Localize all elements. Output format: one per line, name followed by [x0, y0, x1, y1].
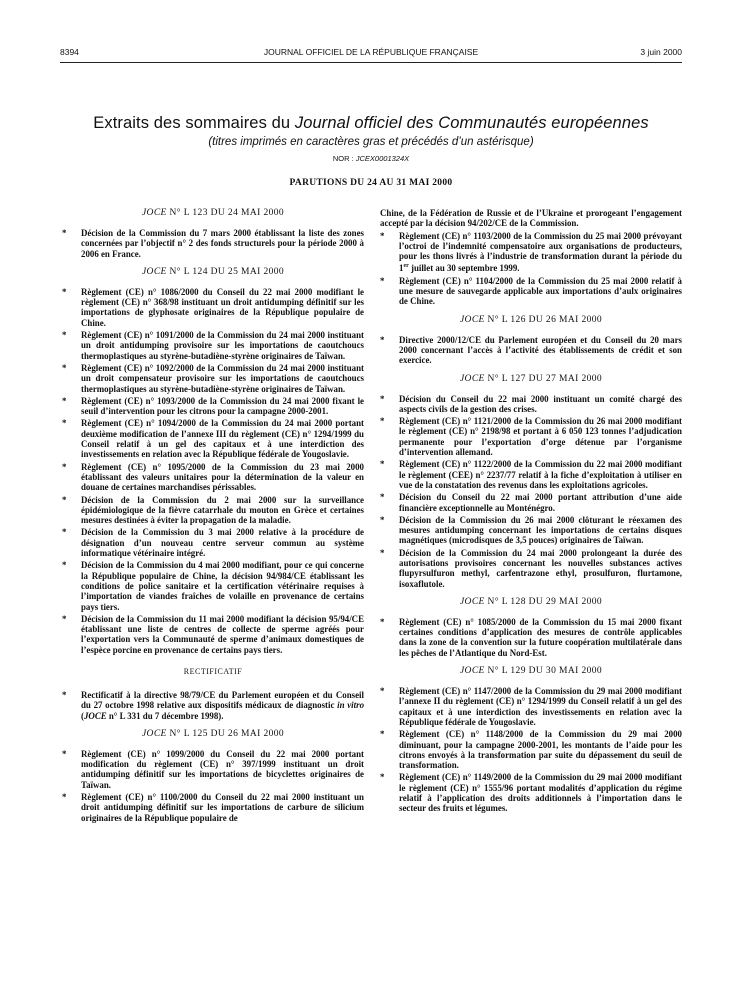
summary-item: * Règlement (CE) n° 1147/2000 de la Commission du 29 mai 2000 modifiant l’annexe II du règlement (CE) n° 1294/1999 du Conseil relatif à un gel des capitaux et à une interdiction des investissements en relation avec la République fédérale de Yougoslavie. — [380, 686, 682, 727]
joce-number: N° L 129 DU 30 MAI 2000 — [484, 666, 603, 677]
nor-reference — [60, 154, 682, 163]
summary-item: * Règlement (CE) n° 1091/2000 de la Commission du 24 mai 2000 instituant un droit antidumping provisoire sur les importations de caoutchoucs thermoplastiques au styrène-butadiène-styrène originaires de Taïwan. — [62, 330, 364, 361]
summary-item: * Règlement (CE) n° 1086/2000 du Conseil du 22 mai 2000 modifiant le règlement (CE) n° 368/98 instituant un droit antidumping définitif sur les importations de glyphosate originaires de la République populaire de Chine. — [62, 287, 364, 328]
rectificatif-heading: RECTIFICATIF — [183, 666, 243, 676]
summary-item: * Décision de la Commission du 3 mai 2000 relative à la procédure de désignation d’un nouveau centre serveur commun au système informatique vétérinaire intégré. — [62, 527, 364, 558]
page-title — [60, 114, 682, 133]
joce-number: N° L 125 DU 26 MAI 2000 — [166, 728, 285, 739]
summary-item: * Décision de la Commission du 4 mai 2000 modifiant, pour ce qui concerne la République populaire de Chine, la décision 94/984/CE établissant les conditions de police sanitaire et la certification vétérinaire requises à l’importation de viandes fraîches de volaille en provenance de certains pays tiers. — [62, 560, 364, 611]
joce-number: N° L 124 DU 25 MAI 2000 — [166, 266, 285, 277]
summary-item: * Décision de la Commission du 24 mai 2000 prolongeant la durée des autorisations provisoires concernant les nouvelles substances actives flupyrsulfuron methyl, carfentrazone ethyl, prosulfuron, flurtamone, isoxaflutole. — [380, 548, 682, 589]
summary-item: * Décision de la Commission du 2 mai 2000 sur la surveillance épidémiologique de la fièvre catarrhale du mouton en Grèce et certaines mesures destinées à éviter la propagation de la maladie. — [62, 495, 364, 526]
joce-heading — [380, 315, 682, 325]
summary-item: * Règlement (CE) n° 1094/2000 de la Commission du 24 mai 2000 portant deuxième modification de l’annexe III du règlement (CE) n° 1294/1999 du Conseil relatif à un gel des capitaux et à une interdiction des investissements en relation avec la République fédérale de Yougoslavie. — [62, 418, 364, 459]
left-column — [62, 208, 364, 825]
item-text-italic: JOCE — [83, 710, 107, 721]
summary-item: * Règlement (CE) n° 1149/2000 de la Commission du 29 mai 2000 modifiant le règlement (CE) n° 1555/96 portant modalités d’application du régime relatif à l’application des droits additionnels à l’importation dans le secteur des fruits et légumes. — [380, 772, 682, 813]
title-part-2: Journal officiel des Communautés européennes — [294, 114, 649, 132]
joce-heading — [62, 267, 364, 277]
summary-item: * Directive 2000/12/CE du Parlement européen et du Conseil du 20 mars 2000 concernant l’accès à l’activité des établissements de crédit et son exercice. — [380, 335, 682, 366]
header-rule — [60, 62, 682, 63]
nor-label: NOR : — [332, 154, 356, 163]
item-text: Rectificatif à la directive 98/79/CE du Parlement européen et du Conseil du 27 octobre 1998 relative aux dispositifs médicaux de diagnostic — [81, 689, 364, 711]
joce-label: JOCE — [459, 314, 485, 325]
summary-item: * Décision de la Commission du 11 mai 2000 modifiant la décision 95/94/CE établissant une liste de centres de collecte de sperme agréés pour l’exportation vers la Communauté de sperme d’animaux domestiques de l’espèce porcine en provenance de certains pays tiers. — [62, 614, 364, 655]
summary-item: * Règlement (CE) n° 1121/2000 de la Commission du 26 mai 2000 modifiant le règlement (CE) n° 2198/98 et portant à 6 050 123 tonnes l’adjudication permanente pour l’exportation d’orge détenue par l’organisme d’intervention allemand. — [380, 416, 682, 457]
title-part-1: Extraits des sommaires du — [93, 114, 295, 132]
joce-label: JOCE — [459, 596, 485, 607]
issue-date: 3 juin 2000 — [640, 47, 682, 57]
summary-item: * Règlement (CE) n° 1085/2000 de la Commission du 15 mai 2000 fixant certaines conditions d’application des mesures de contrôle applicables dans la zone de la convention sur la future coopération multilatérale dans les pêches de l’Atlantique du Nord-Est. — [380, 617, 682, 658]
joce-label: JOCE — [141, 208, 167, 218]
joce-label: JOCE — [459, 666, 485, 677]
summary-item: * Règlement (CE) n° 1148/2000 de la Commission du 29 mai 2000 diminuant, pour la campagne 2000-2001, les montants de l’aide pour les citrons envoyés à la transformation par suite du dépassement du seuil de transformation. — [380, 729, 682, 770]
summary-item: * Règlement (CE) n° 1093/2000 de la Commission du 24 mai 2000 fixant le seuil d’intervention pour les citrons pour la campagne 2000-2001. — [62, 396, 364, 417]
summary-item: * Décision du Conseil du 22 mai 2000 instituant un comité chargé des aspects civils de la gestion des crises. — [380, 394, 682, 415]
joce-heading — [62, 729, 364, 739]
joce-label: JOCE — [141, 266, 167, 277]
summary-item: * Décision du Conseil du 22 mai 2000 portant attribution d’une aide financière exceptionnelle au Monténégro. — [380, 492, 682, 513]
summary-item-continued: Chine, de la Fédération de Russie et de l’Ukraine et prorogeant l’engagement accepté par la décision 94/202/CE de la Commission. — [380, 208, 682, 229]
parutions-heading: PARUTIONS DU 24 AU 31 MAI 2000 — [289, 178, 453, 188]
right-column — [380, 208, 682, 816]
joce-number: N° L 127 DU 27 MAI 2000 — [484, 373, 603, 384]
summary-item — [380, 231, 682, 274]
item-text: n° L 331 du 7 décembre 1998). — [106, 710, 224, 721]
joce-heading — [62, 208, 364, 218]
joce-heading — [380, 597, 682, 607]
joce-number: N° L 123 DU 24 MAI 2000 — [166, 208, 285, 218]
joce-number: N° L 128 DU 29 MAI 2000 — [484, 596, 603, 607]
summary-item: * Règlement (CE) n° 1099/2000 du Conseil du 22 mai 2000 portant modification du règlement (CE) n° 397/1999 instituant un droit antidumping définitif sur les importations de bicyclettes originaires de Taïwan. — [62, 749, 364, 790]
joce-heading — [380, 666, 682, 676]
item-text: juillet au 30 septembre 1999. — [408, 263, 520, 274]
page-header — [60, 47, 682, 61]
item-text-italic: in vitro — [337, 700, 365, 711]
summary-item: * Règlement (CE) n° 1122/2000 de la Commission du 22 mai 2000 modifiant le règlement (CEE) n° 2237/77 relatif à la fiche d’exploitation à utiliser en vue de la constatation des revenus dans les exploitations agricoles. — [380, 459, 682, 490]
joce-heading — [380, 374, 682, 384]
summary-item: * Décision de la Commission du 7 mars 2000 établissant la liste des zones concernées par l’objectif n° 2 des fonds structurels pour la période 2000 à 2006 en France. — [62, 228, 364, 259]
summary-item: * Règlement (CE) n° 1092/2000 de la Commission du 24 mai 2000 instituant un droit compensateur provisoire sur les importations de caoutchoucs thermoplastiques au styrène-butadiène-styrène originaires de Taïwan. — [62, 363, 364, 394]
summary-item: * Décision de la Commission du 26 mai 2000 clôturant le réexamen des mesures antidumping concernant les importations de certains disques magnétiques (microdisques de 3,5 pouces) originaires de Taïwan. — [380, 515, 682, 546]
joce-label: JOCE — [141, 728, 167, 739]
summary-item: * Règlement (CE) n° 1100/2000 du Conseil du 22 mai 2000 instituant un droit antidumping définitif sur les importations de carbure de silicium originaires de la République populaire de — [62, 792, 364, 823]
item-text: ( — [81, 710, 84, 721]
page-number: 8394 — [60, 47, 79, 57]
joce-label: JOCE — [459, 373, 485, 384]
summary-item — [62, 690, 364, 721]
page-subtitle: (titres imprimés en caractères gras et précédés d’un astérisque) — [208, 136, 534, 148]
journal-title: JOURNAL OFFICIEL DE LA RÉPUBLIQUE FRANÇAISE — [263, 47, 479, 57]
summary-item: * Règlement (CE) n° 1104/2000 de la Commission du 25 mai 2000 relatif à une mesure de sauvegarde applicable aux importations d’aulx originaires de Chine. — [380, 276, 682, 307]
joce-number: N° L 126 DU 26 MAI 2000 — [484, 314, 603, 325]
item-superscript: er — [403, 263, 409, 270]
summary-item: * Règlement (CE) n° 1095/2000 de la Commission du 23 mai 2000 établissant des valeurs unitaires pour la détermination de la valeur en douane de certaines marchandises périssables. — [62, 462, 364, 493]
nor-value: JCEX0001324X — [355, 154, 410, 163]
item-text: Règlement (CE) n° 1103/2000 de la Commission du 25 mai 2000 prévoyant l’octroi de l’indemnité compensatoire aux organisations de producteurs, pour les thons livrés à l’industrie de transformation durant la période du 1 — [399, 230, 682, 274]
